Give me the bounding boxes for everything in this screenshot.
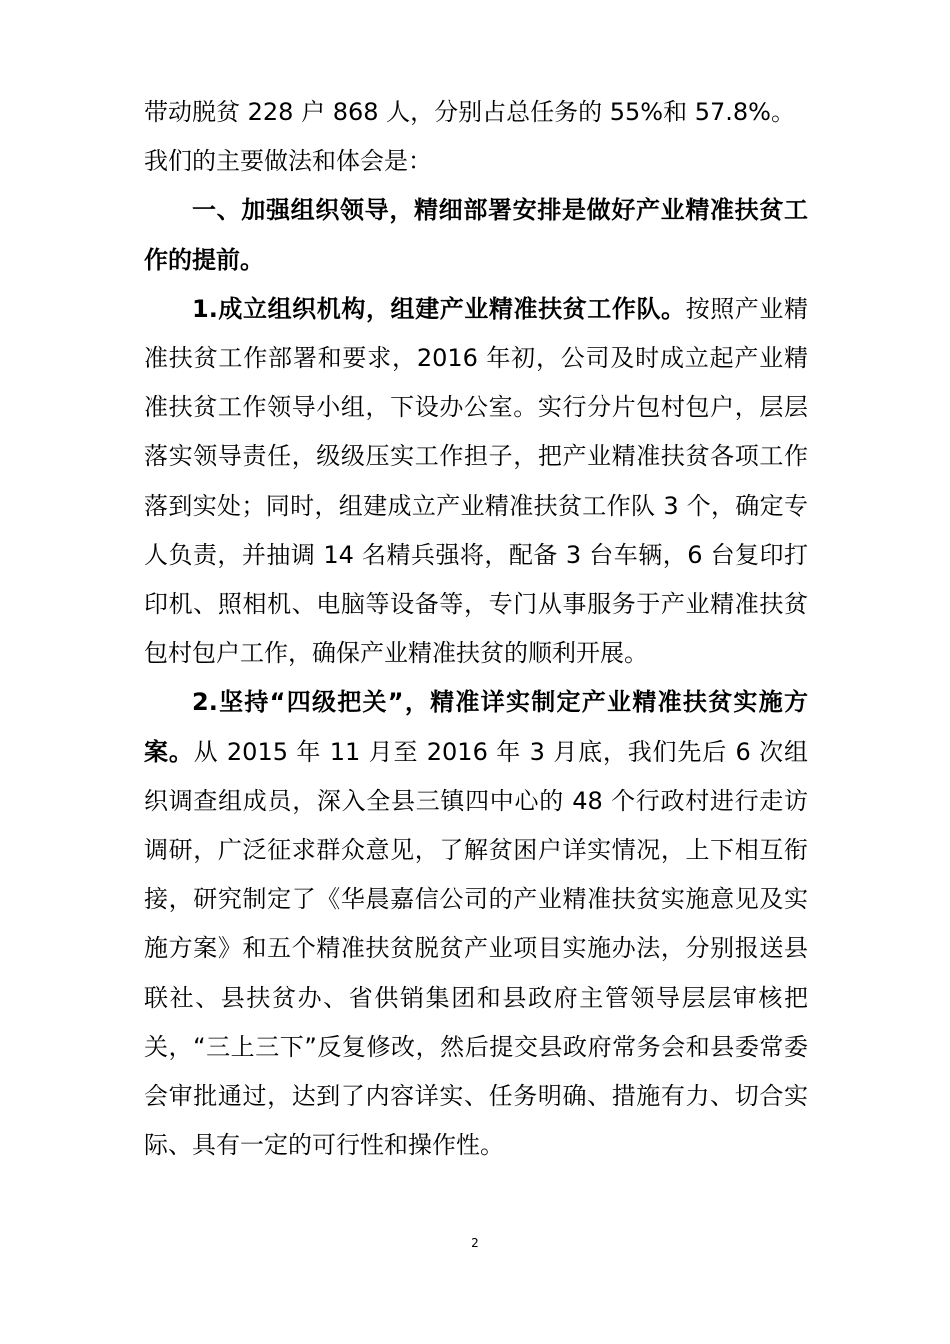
paragraph-section-2 xyxy=(144,678,808,1170)
paragraph-continuation: 带动脱贫 228 户 868 人，分别占总任务的 55%和 57.8%。 xyxy=(144,98,795,126)
paragraph-section-1 xyxy=(144,285,808,679)
subsection-body-2: 从 2015 年 11 月至 2016 年 3 月底，我们先后 6 次组织调查组成员，深入全县三镇四中心的 48 个行政村进行走访调研，广泛征求群众意见，了解贫困户详实情况，上下相互衔接，研究制定了《华晨嘉信公司的产业精准扶贫实施意见及实施方案》和五个精准扶贫脱贫产业项目实施办法，分别报送县联社、县扶贫办、省供销集团和县政府主管领导层层审核把关，“三上三下”反复修改，然后提交县政府常务会和县委常委会审批通过，达到了内容详实、任务明确、措施有力、切合实际、具有一定的可行性和操作性。 xyxy=(144,737,808,1160)
subsection-title-2: 2.坚持“四级把关”，精准详实制定产业精准扶贫实施方案。 xyxy=(144,688,808,766)
paragraph-intro: 我们的主要做法和体会是： xyxy=(144,147,432,176)
document-body xyxy=(144,88,808,1170)
subsection-body-1: 按照产业精准扶贫工作部署和要求，2016 年初，公司及时成立起产业精准扶贫工作领导小组，下设办公室。实行分片包村包户，层层落实领导责任，级级压实工作担子，把产业精准扶贫各项工作落到实处；同时，组建成立产业精准扶贫工作队 3 个，确定专人负责，并抽调 14 名精兵强将，配备 3 台车辆，6 台复印打印机、照相机、电脑等设备等，专门从事服务于产业精准扶贫包村包户工作，确保产业精准扶贫的顺利开展。 xyxy=(144,294,808,668)
page-number: 2 xyxy=(471,1236,479,1250)
section-heading-1: 一、加强组织领导，精细部署安排是做好产业精准扶贫工作的提前。 xyxy=(144,196,808,274)
subsection-title-1: 1.成立组织机构，组建产业精准扶贫工作队。 xyxy=(192,294,686,323)
